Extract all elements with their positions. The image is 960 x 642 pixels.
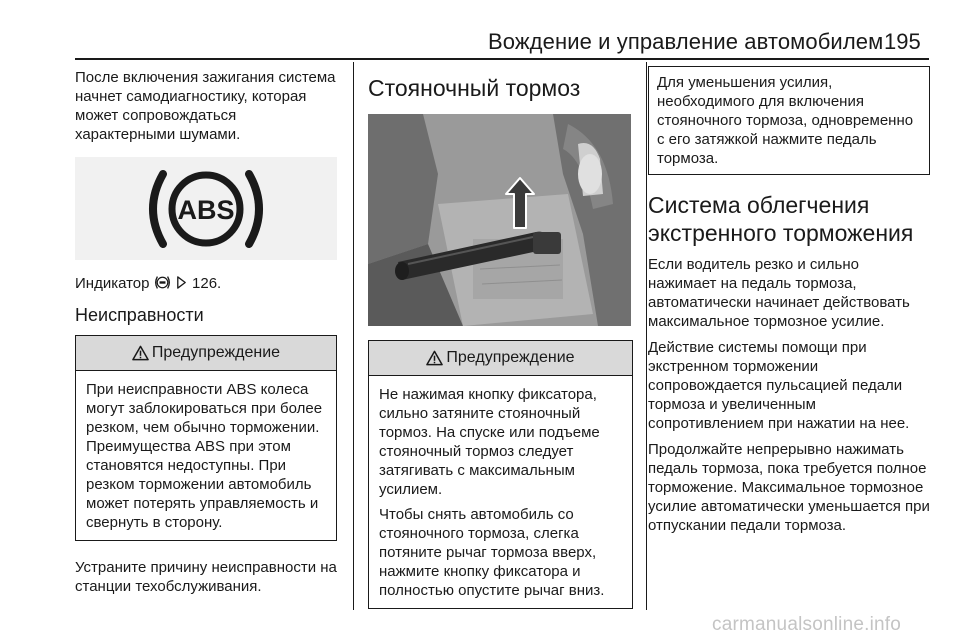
warning-text-2a: Не нажимая кнопку фиксатора, сильно затяните стояночный тормоз. На спуске или подъеме стояночный тормоз следует затягивать с максимальным усилием. [379,386,600,498]
parking-brake-photo [368,114,631,326]
abs-warning-icon [141,166,271,252]
warning-triangle-icon [132,345,149,361]
page-number: 195 [884,29,921,54]
watermark: carmanualsonline.info [712,614,902,635]
warning-header-2 [369,341,632,376]
malfunctions-heading: Неисправности [75,305,204,325]
header-divider [75,58,929,60]
column-1 [75,68,337,603]
warning-title: Предупреждение [151,344,281,361]
fix-text: Устраните причину неисправности на станции техобслуживания. [75,559,337,595]
reference-arrow-icon [175,276,188,289]
emergency-text-3: Продолжайте непрерывно нажимать педаль тормоза, пока требуется полное торможение. Максимальное тормозное усилие автоматически уменьшается при отпускании педали тормоза. [648,441,930,534]
warning-text: При неисправности ABS колеса могут заблокироваться при более резком, чем обычно торможении. Преимущества ABS при этом становятся недоступны. При резком торможении автомобиль может потерять управляемость и свернуть в сторону. [86,381,323,531]
parking-brake-warning-box [368,340,633,609]
parking-brake-heading: Стояночный тормоз [368,75,581,101]
warning-title-2: Предупреждение [446,349,575,366]
brake-note-text: Для уменьшения усилия, необходимого для включения стояночного тормоза, одновременно с его затяжкой нажмите педаль тормоза. [657,74,914,167]
emergency-text-1: Если водитель резко и сильно нажимает на педаль тормоза, автоматически начинает действовать максимальное тормозное усилие. [648,256,910,330]
abs-symbol-text: ABS [177,194,235,225]
column-divider-1 [353,62,354,610]
abs-indicator-figure [75,157,337,260]
warning-text-2b: Чтобы снять автомобиль со стояночного тормоза, слегка потяните рычаг тормоза вверх, нажмите кнопку фиксатора и полностью опустите рычаг вниз. [379,506,605,599]
abs-small-icon [154,274,171,291]
column-2 [368,74,633,609]
warning-header [76,336,336,371]
page-header [0,0,960,60]
emergency-brake-heading: Система облегчения экстренного торможения [648,192,914,246]
brake-note-box [648,66,930,175]
intro-text: После включения зажигания система начнет самодиагностику, которая может сопровождаться характерными шумами. [75,69,336,143]
warning-triangle-icon [426,350,443,366]
column-divider-2 [646,62,647,610]
emergency-text-2: Действие системы помощи при экстренном торможении сопровождается пульсацией педали тормоза и увеличенным сопротивлением при нажатии на нее. [648,339,910,432]
header-title: Вождение и управление автомобилем [488,29,884,54]
abs-warning-box [75,335,337,541]
column-3 [648,66,930,542]
indicator-line [75,274,337,293]
indicator-ref: 126. [192,275,222,292]
indicator-label: Индикатор [75,275,150,292]
